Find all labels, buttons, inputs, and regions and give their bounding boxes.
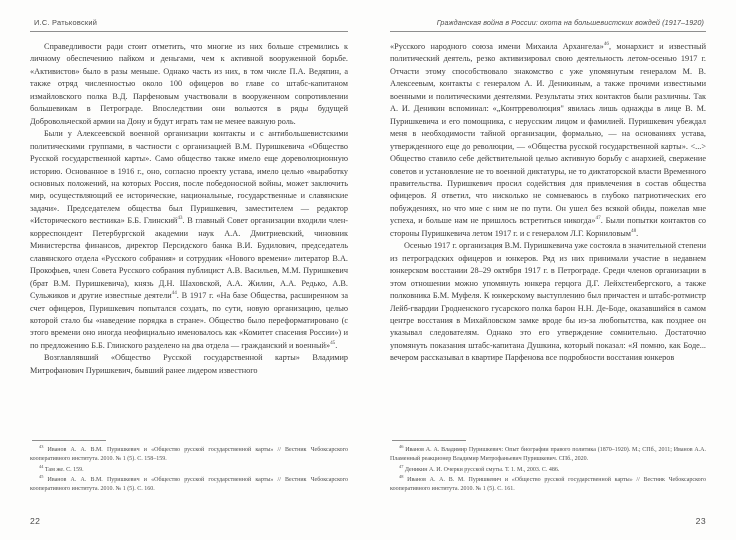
paragraph-text-segment: Были у Алексеевской военной организации контакты и с антибольшевистскими политическими группами, в частности с организацией В.М. Пуришкевича «Общество Русской государственной карты». Само общество также имело еще дореволюционную историю. Основанное в 1916 г., оно, согласно проекту устава, имело целью «выработку основных положений, на которых Россия, после победоносной войны, может заключить мир, осуществляющий ее исторические, национальные, государственные и славянские задачи». Председателем общества был Пуришкевич, заместителем — редактор «Исторического вестника» Б.Б. Глинский — [30, 129, 348, 226]
running-head-rule-verso — [30, 31, 348, 32]
footnote-separator-rule — [392, 440, 466, 441]
footnote-text: Деникин А. И. Очерки русской смуты. Т. 1. М., 2003. С. 486. — [404, 466, 560, 473]
footnotes-verso — [0, 440, 368, 496]
footnote-marker: 45 — [39, 474, 44, 480]
footnote-ref-44[interactable]: 44 — [171, 290, 177, 297]
footnote-ref-47[interactable]: 47 — [595, 215, 601, 222]
paragraph — [30, 352, 348, 377]
body-text-recto — [390, 41, 706, 365]
page-number-verso: 22 — [30, 516, 41, 526]
paragraph-text-segment: . — [335, 340, 338, 350]
paragraph — [390, 41, 706, 240]
paragraph-text: Возглавлявший «Общество Русской государственной карты» Владимир Митрофанович Пуришкевич, бывший ранее лидером известного — [30, 353, 348, 375]
page-number-recto: 23 — [695, 516, 706, 526]
paragraph-text: Справедливости ради стоит отметить, что многие из них больше стремились к личному обеспечению пайком и деньгами, чем к активной вооруженной борьбе. «Активистов» было в разы меньше. Однако часть из них, в том числе П.А. Ведяпин, а также отряд численностью около 100 офицеров во главе со штабс-капитаном измайловского полка В.Д. Парфеновым участвовали в вооруженном сопротивлении большевикам в Петрограде. Впоследствии они вольются в ряды будущей Добровольческой армии на Дону и будут играть там не менее важную роль. — [30, 42, 348, 126]
body-text-verso — [30, 41, 348, 377]
footnote-marker: 47 — [399, 463, 404, 469]
footnote-item — [390, 446, 706, 464]
paragraph-text-segment: . — [636, 228, 639, 238]
paragraph-text-segment: . В главный Совет организации входили член-корреспондент Петербургской академии наук А.А. Дмитриевский, чиновник Министерства финансов, директор Персидского банка В.И. Будилович, председатель славянского отдела «Русского собрания» и сотрудник «Нового времени» литератор В.А. Прокофьев, член Совета Русского собрания публицист А.В. Васильев, М.М. Пуришкевич (брат В.М. Пуришкевича), князь Д.Н. Шаховской, А.А. Жилин, А.А. Редько, А.В. Сульжиков и другие известные деятели — [30, 216, 348, 301]
footnote-text: Иванов А. А. В.М. Пуришкевич и «Общество русской государственной карты» // Вестник Чебоксарского кооперативного института. 2010. № 1 (5). С. 158–159. — [30, 447, 348, 463]
running-head-verso: И.С. Ратьковский — [34, 18, 98, 27]
paragraph — [30, 128, 348, 352]
spread-gutter — [368, 0, 369, 540]
footnote-item — [390, 463, 706, 475]
paragraph-text-segment: , монархист и известный политический деятель, резко активизировал свою деятельность летом-осенью 1917 г. Отчасти этому способствовало знакомство с уже упомянутым генералом М. В. Алексеевым, контакты с генералом А. И. Деникиным, а также прочими известными военными и политическими деятелями. Результаты этих контактов были различны. Так А. И. Деникин вспоминал: «„Контрреволюция" явилась лишь однажды в лице В. М. Пуришкевича и его помощника, с нерусским лицом и фамилией. Пуришкевич убеждал меня в необходимости тайной организации, формально, — на основаниях устава, утвержденного еще до революции, — «Общества русской государственной карты». <...> Общество ставило себе действительной целью активную борьбу с анархией, свержение советов и установление не то военной диктатуры, не то диктаторской власти Временного правительства. Пуришкевич просил содействия для привлечения в состав общества офицеров. Я ответил, что нисколько не сомневаюсь в глубоко патриотических его побуждениях, но что мне с ним не по пути. Он ушел без всякой обиды, пожелав мне успеха, и больше нам не пришлось встретиться никогда» — [390, 42, 706, 226]
footnote-separator-rule — [32, 440, 106, 441]
footnote-item — [30, 446, 348, 464]
footnote-item — [30, 476, 348, 494]
footnote-marker: 43 — [39, 444, 44, 450]
paragraph — [30, 41, 348, 128]
footnote-marker: 44 — [39, 463, 44, 469]
footnote-ref-45[interactable]: 45 — [330, 339, 336, 346]
footnote-marker: 48 — [399, 474, 404, 480]
footnote-ref-46[interactable]: 46 — [603, 41, 609, 47]
running-head-rule-recto — [390, 31, 706, 32]
paragraph-text: Осенью 1917 г. организация В.М. Пуришкевича уже состояла в значительной степени из петроградских офицеров и юнкеров. Ряд из них принимали участие в недавнем юнкерском восстании 28–29 октября 1917 г. в Петрограде. Среди членов организации в этом отношении можно упомянуть юнкера герцога Д.Г. Лейхстенбергского, а также полковника Б.М. Муфеля. К юнкерскому выступлению был причастен и штабс-ротмистр Лейб-гвардии Гродненского гусарского полка барон Н.Н. Де-Боде, оказавшийся в самом центре восстания в Михайловском замке вроде бы из-за любопытства, как позднее он указывал следователям. Однако это его утверждение сомнительно. Достаточно упомянуть показания штабс-капитана Душкина, который показал: «Я помню, как Боде... вечером рассказывал в квартире Парфенова все подробности восстания юнкеров — [390, 241, 706, 363]
footnote-text: Там же. С. 159. — [44, 466, 84, 473]
footnote-item — [390, 476, 706, 494]
paragraph-text-segment: «Русского народного союза имени Михаила Архангела» — [390, 42, 604, 51]
paragraph-text-segment: . В 1917 г. «На базе Общества, расширенном за счет офицеров, Пуришкевич попытался создать, по сути, новую организацию, целью которой стало бы «наведение порядка в стране». Общество было переформатировано (с этого времени оно иногда неофициально именовалось как «Комитет спасения России») и по предложению Б.Б. Глинского разделено на два отдела — гражданский и военный» — [30, 291, 348, 350]
running-head-recto: Гражданская война в России: охота на большевистских вождей (1917–1920) — [436, 18, 704, 27]
footnotes-recto — [368, 440, 736, 496]
footnote-text: Иванов А. А. Владимир Пуришкевич: Опыт биографии правого политика (1870–1920). М.; СПб., 2011; Иванов А.А. Пламенный реакционер Владимир Митрофаньевич Пуришкевич. СПб., 2020. — [390, 447, 707, 463]
footnote-text: Иванов А. А. В.М. Пуришкевич и «Общество русской государственной карты» // Вестник Чебоксарского кооперативного института. 2010. № 1 (5). С. 160. — [30, 477, 348, 493]
footnote-marker: 46 — [399, 444, 404, 450]
page-recto — [368, 0, 736, 540]
footnote-text: Иванов А. А. В. М. Пуришкевич и «Общество русской государственной карты» // Вестник Чебоксарского кооперативного института. 2010. № 1 (5). С. 161. — [390, 477, 706, 493]
paragraph-text-segment: . Были попытки контактов со стороны Пуришкевича летом 1917 г. и с генералом Л.Г. Корниловым — [390, 216, 706, 238]
footnote-ref-43[interactable]: 43 — [177, 215, 183, 222]
footnote-ref-48[interactable]: 48 — [630, 227, 637, 234]
paragraph — [390, 240, 706, 365]
footnote-item — [30, 463, 348, 475]
